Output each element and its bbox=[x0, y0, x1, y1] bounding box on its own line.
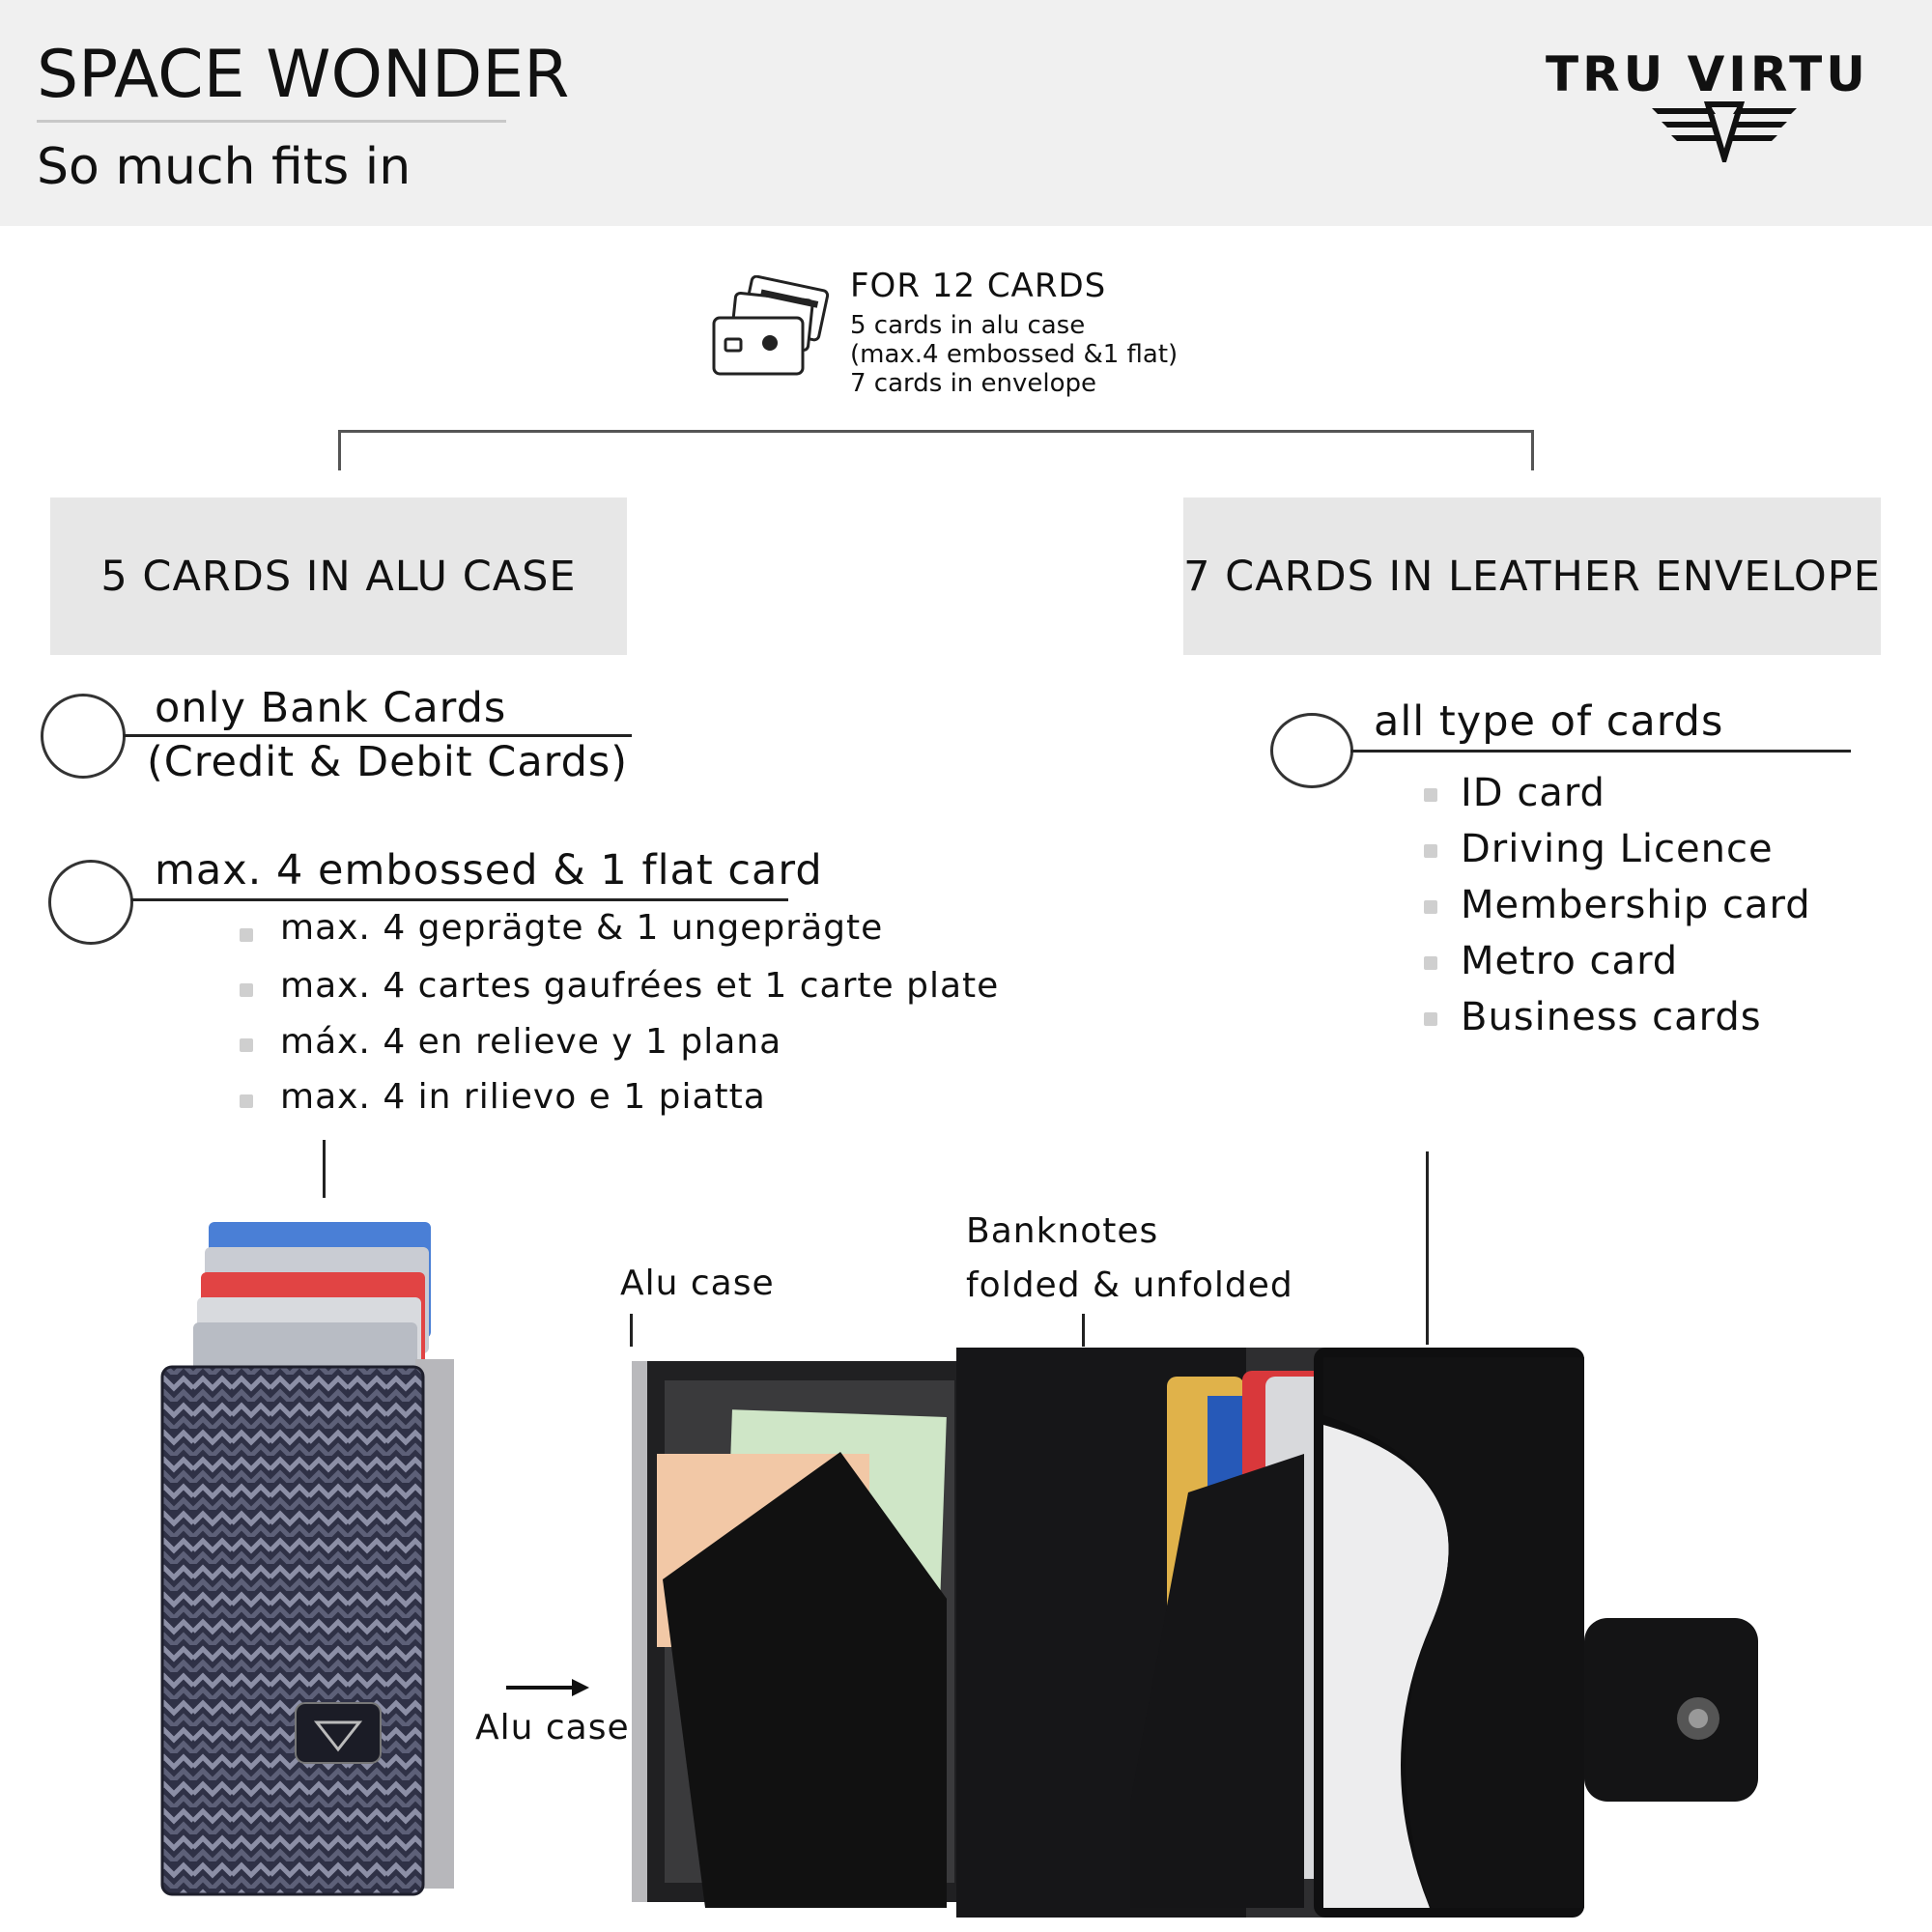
arrow-right-icon bbox=[504, 1675, 591, 1700]
heading-underline bbox=[131, 898, 788, 901]
bullet-item: max. 4 cartes gaufrées et 1 carte plate bbox=[280, 966, 1000, 1006]
bullet-dot bbox=[240, 928, 253, 942]
bullet-dot bbox=[1424, 900, 1437, 914]
bullet-item: ID card bbox=[1461, 771, 1605, 815]
connector-line bbox=[323, 1140, 326, 1198]
split-bracket bbox=[338, 430, 1534, 470]
bullet-item: max. 4 in rilievo e 1 piatta bbox=[280, 1077, 766, 1117]
bullet-item: Metro card bbox=[1461, 939, 1679, 983]
alu-case-label: Alu case bbox=[620, 1264, 775, 1303]
brand-logo-icon bbox=[1652, 100, 1797, 162]
bank-cards-subheading: (Credit & Debit Cards) bbox=[147, 738, 629, 786]
embossed-heading: max. 4 embossed & 1 flat card bbox=[155, 846, 823, 895]
heading-underline bbox=[124, 734, 632, 737]
brand-name: TRU VIRTU bbox=[1546, 46, 1869, 102]
check-circle bbox=[41, 694, 126, 779]
connector-line bbox=[1426, 1151, 1429, 1345]
leather-envelope-box bbox=[1183, 497, 1881, 655]
bullet-dot bbox=[1424, 844, 1437, 858]
bullet-dot bbox=[240, 1038, 253, 1052]
bullet-item: Membership card bbox=[1461, 883, 1811, 927]
cards-icon bbox=[710, 275, 836, 382]
title-divider bbox=[37, 120, 506, 123]
bullet-dot bbox=[240, 983, 253, 997]
alu-case-box bbox=[50, 497, 627, 655]
all-cards-heading: all type of cards bbox=[1374, 697, 1724, 746]
page-subtitle: So much fits in bbox=[37, 138, 412, 196]
wallet-closed-illustration bbox=[155, 1212, 483, 1908]
bullet-item: Business cards bbox=[1461, 995, 1762, 1039]
bullet-item: Driving Licence bbox=[1461, 827, 1774, 871]
bank-cards-heading: only Bank Cards bbox=[155, 684, 507, 732]
summary-line: (max.4 embossed &1 flat) bbox=[850, 340, 1179, 369]
wallet-open-illustration bbox=[628, 1338, 1768, 1918]
bullet-dot bbox=[240, 1094, 253, 1108]
banknotes-sub-label: folded & unfolded bbox=[966, 1265, 1293, 1305]
check-circle bbox=[48, 860, 133, 945]
heading-underline bbox=[1350, 750, 1851, 753]
alu-case-side-label: Alu case bbox=[475, 1708, 630, 1747]
bullet-item: max. 4 geprägte & 1 ungeprägte bbox=[280, 908, 884, 948]
banknotes-label: Banknotes bbox=[966, 1211, 1159, 1251]
bullet-dot bbox=[1424, 1012, 1437, 1026]
alu-case-box-label: 5 CARDS IN ALU CASE bbox=[100, 552, 577, 601]
summary-line: 5 cards in alu case bbox=[850, 311, 1086, 340]
bullet-item: máx. 4 en relieve y 1 plana bbox=[280, 1022, 782, 1062]
bullet-dot bbox=[1424, 956, 1437, 970]
page-title: SPACE WONDER bbox=[37, 37, 570, 113]
summary-line: 7 cards in envelope bbox=[850, 369, 1097, 398]
leather-envelope-box-label: 7 CARDS IN LEATHER ENVELOPE bbox=[1183, 552, 1881, 601]
summary-title: FOR 12 CARDS bbox=[850, 267, 1107, 305]
check-circle bbox=[1270, 713, 1353, 788]
bullet-dot bbox=[1424, 788, 1437, 802]
